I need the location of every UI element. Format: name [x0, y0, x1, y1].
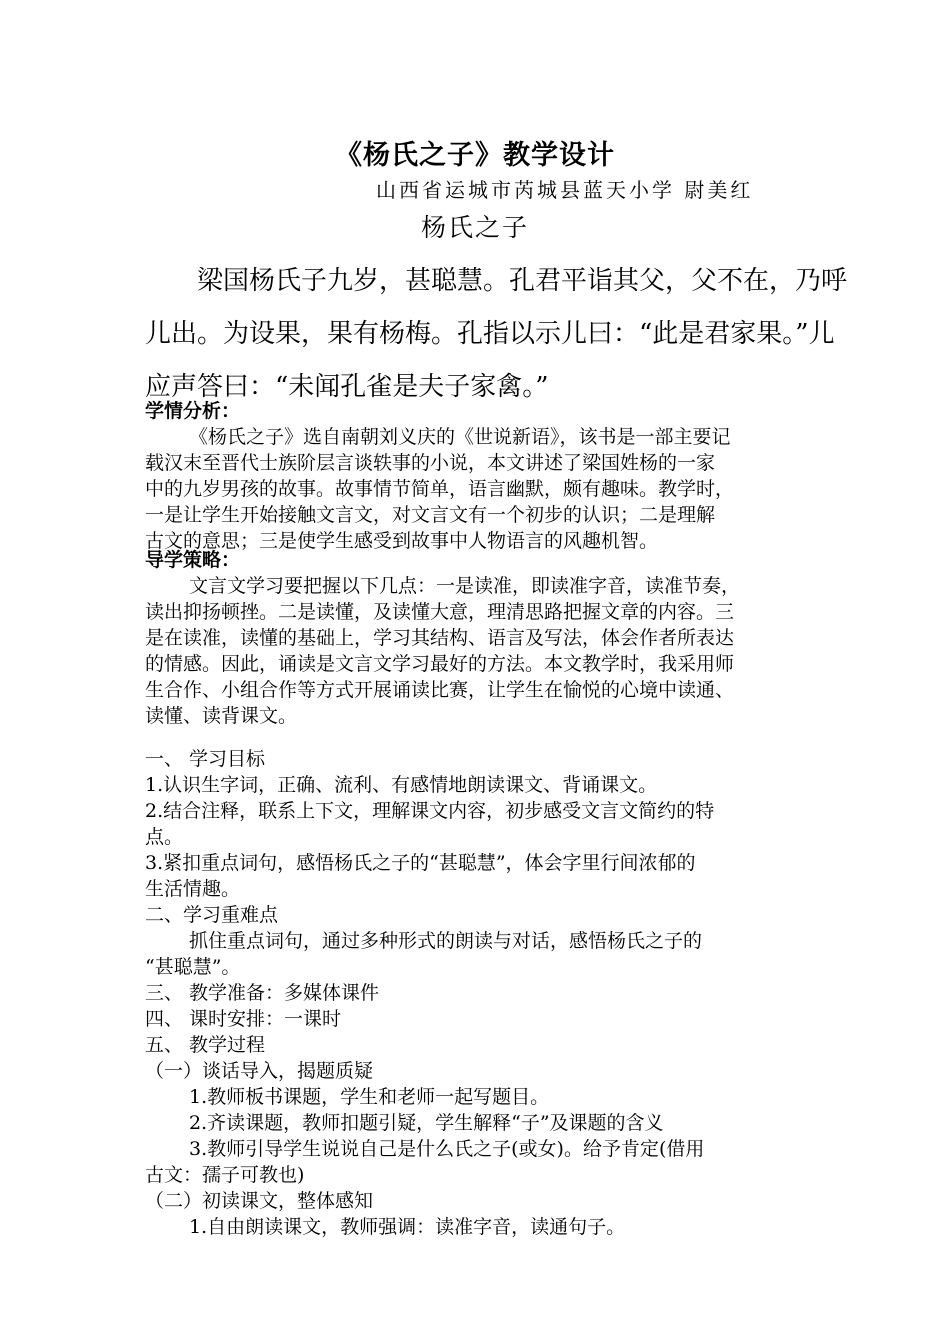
classical-passage [145, 255, 848, 414]
difficulty-line: “甚聪慧”。 [145, 956, 241, 978]
analysis-line: 古文的意思；三是使学生感受到故事中人物语言的风趣机智。 [145, 530, 659, 552]
goal-line: 生活情趣。 [145, 878, 241, 900]
analysis-line: 载汉末至晋代士族阶层言谈轶事的小说，本文讲述了梁国姓杨的一家 [145, 452, 716, 474]
step1-heading: （一）谈话导入，揭题质疑 [145, 1060, 374, 1082]
strategy-line: 读出抑扬顿挫。二是读懂，及读懂大意，理清思路把握文章的内容。三 [145, 601, 735, 623]
schedule-line: 四、 课时安排：一课时 [145, 1008, 342, 1030]
passage-line: 儿出。为设果，果有杨梅。孔指以示儿曰：“此是君家果。”儿 [145, 319, 835, 349]
passage-line: 应声答曰：“未闻孔雀是夫子家禽。” [145, 372, 549, 402]
analysis-section [145, 398, 815, 554]
author-line: 山西省运城市芮城县蓝天小学 尉美红 [376, 178, 754, 202]
preparation-line: 三、 教学准备：多媒体课件 [145, 982, 380, 1004]
difficulty-heading: 二、学习重难点 [145, 904, 279, 926]
strategy-line: 读懂、读背课文。 [145, 705, 298, 727]
step1-item: 3.教师引导学生说说自己是什么氏之子(或女)。给予肯定(借用 [189, 1138, 705, 1160]
strategy-line: 是在读准，读懂的基础上，学习其结构、语言及写法，体会作者所表达 [145, 627, 735, 649]
goal-line: 3.紧扣重点词句，感悟杨氏之子的“甚聪慧”，体会字里行间浓郁的 [145, 852, 696, 874]
goals-heading: 一、 学习目标 [145, 748, 266, 770]
process-heading: 五、 教学过程 [145, 1034, 266, 1056]
step1-item-continuation: 古文：孺子可教也) [145, 1164, 305, 1186]
goal-line: 点。 [145, 826, 184, 848]
step1-item: 2.齐读课题，教师扣题引疑，学生解释“子”及课题的含义 [189, 1112, 664, 1134]
teaching-outline [145, 746, 815, 1240]
passage-title: 杨氏之子 [420, 213, 529, 242]
analysis-line: 一是让学生开始接触文言文，对文言文有一个初步的认识；二是理解 [145, 504, 716, 526]
goal-line: 1.认识生字词，正确、流利、有感情地朗读课文、背诵课文。 [145, 774, 658, 796]
step2-heading: （二）初读课文，整体感知 [145, 1190, 374, 1212]
strategy-section [145, 547, 815, 729]
analysis-line: 《杨氏之子》选自南朝刘义庆的《世说新语》，该书是一部主要记 [189, 426, 731, 448]
difficulty-line: 抓住重点词句，通过多种形式的朗读与对话，感悟杨氏之子的 [189, 930, 703, 952]
goal-line: 2.结合注释，联系上下文，理解课文内容，初步感受文言文简约的特 [145, 800, 715, 822]
strategy-line: 生合作、小组合作等方式开展诵读比赛，让学生在愉悦的心境中读通、 [145, 679, 735, 701]
analysis-line: 中的九岁男孩的故事。故事情节简单，语言幽默，颇有趣味。教学时， [145, 478, 735, 500]
passage-line: 梁国杨氏子九岁，甚聪慧。孔君平诣其父，父不在，乃呼 [197, 266, 848, 296]
analysis-heading: 学情分析： [145, 400, 241, 422]
strategy-heading: 导学策略： [145, 549, 241, 571]
strategy-line: 的情感。因此，诵读是文言文学习最好的方法。本文教学时，我采用师 [145, 653, 735, 675]
step2-item: 1.自由朗读课文，教师强调：读准字音，读通句子。 [189, 1216, 626, 1238]
step1-item: 1.教师板书课题，学生和老师一起写题目。 [189, 1086, 550, 1108]
document-title: 《杨氏之子》教学设计 [335, 140, 615, 171]
strategy-line: 文言文学习要把握以下几点：一是读准，即读准字音，读准节奏， [189, 575, 741, 597]
